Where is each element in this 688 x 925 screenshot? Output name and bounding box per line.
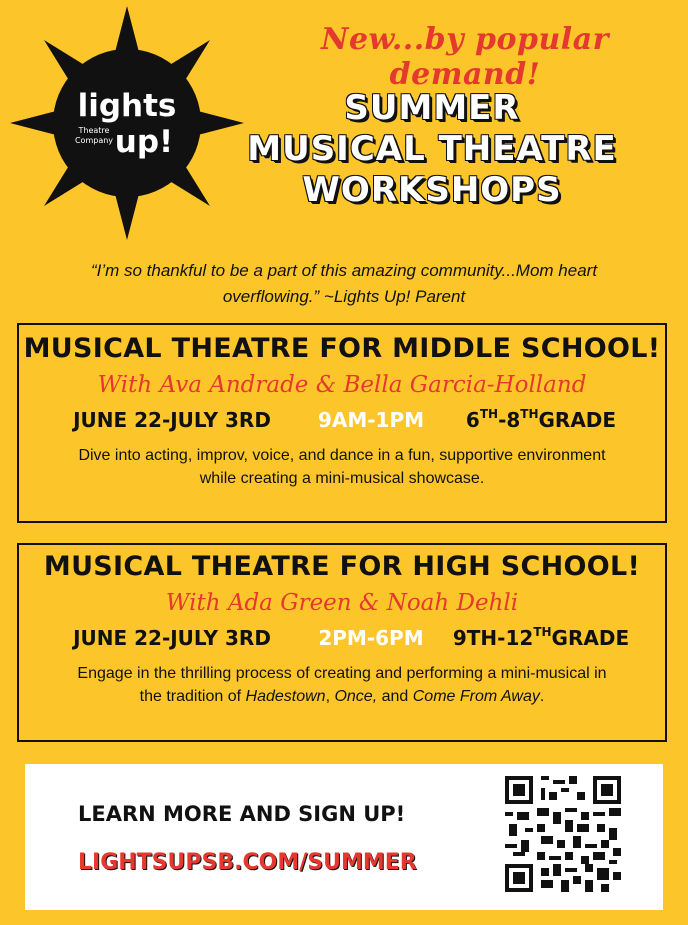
workshop-time: 2PM-6PM bbox=[318, 626, 424, 650]
workshop-card-middle-school bbox=[17, 323, 667, 523]
workshop-description: Dive into acting, improv, voice, and dance in a fun, supportive environment while creating a mini-musical showcase. bbox=[78, 447, 606, 487]
qr-code-icon[interactable] bbox=[505, 776, 621, 892]
tagline: New...by popular demand! bbox=[321, 22, 609, 92]
workshop-dates: JUNE 22-JULY 3RD bbox=[73, 408, 271, 432]
headline-line-2: MUSICAL THEATRE bbox=[247, 129, 617, 169]
headline-line-3: WORKSHOPS bbox=[302, 170, 562, 210]
parent-quote bbox=[14, 258, 674, 310]
lights-up-logo bbox=[8, 4, 246, 242]
workshop-time: 9AM-1PM bbox=[317, 408, 425, 432]
workshop-instructors: With Ada Green & Noah Dehli bbox=[165, 590, 519, 616]
sun-icon bbox=[8, 4, 246, 242]
workshop-details bbox=[19, 626, 665, 650]
logo-word-lights: lights bbox=[77, 88, 177, 124]
headline bbox=[232, 88, 632, 211]
logo-sub-company: Company bbox=[74, 136, 114, 145]
headline-line-1: SUMMER bbox=[344, 88, 520, 128]
workshop-details bbox=[19, 408, 665, 432]
workshop-dates: JUNE 22-JULY 3RD bbox=[73, 626, 271, 650]
logo-sub-theatre: Theatre bbox=[78, 126, 110, 135]
workshop-card-high-school bbox=[17, 543, 667, 742]
workshop-title: MUSICAL THEATRE FOR HIGH SCHOOL! bbox=[43, 551, 641, 582]
quote-line-2: overflowing.” ~Lights Up! Parent bbox=[222, 287, 466, 306]
quote-line-1: “I’m so thankful to be a part of this amazing community...Mom heart bbox=[90, 261, 598, 280]
workshop-title: MUSICAL THEATRE FOR MIDDLE SCHOOL! bbox=[23, 333, 661, 364]
workshop-grade: 9TH-12THGRADE bbox=[452, 625, 630, 650]
logo-word-up: up! bbox=[114, 124, 174, 160]
signup-cta: LEARN MORE AND SIGN UP! bbox=[78, 802, 406, 826]
workshop-grade: 6TH-8THGRADE bbox=[465, 407, 617, 432]
workshop-instructors: With Ava Andrade & Bella Garcia-Holland bbox=[97, 372, 587, 398]
workshop-description: Engage in the thrilling process of creating and performing a mini-musical in the tradition of Hadestown, Once, and Come From Away. bbox=[77, 665, 607, 705]
signup-url-link[interactable]: LIGHTSUPSB.COM/SUMMER bbox=[78, 850, 417, 875]
signup-footer bbox=[25, 764, 663, 910]
